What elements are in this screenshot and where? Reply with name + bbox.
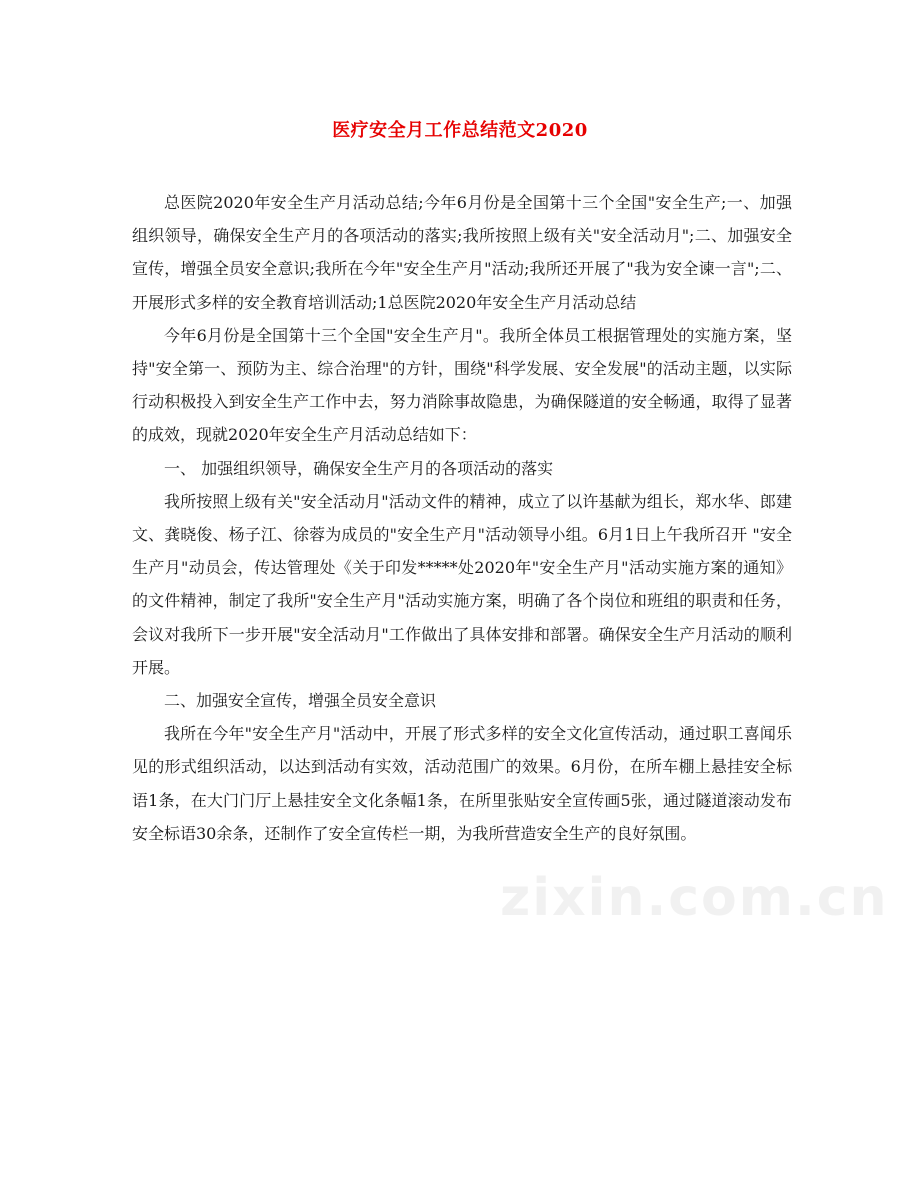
paragraph-section-2: 我所在今年"安全生产月"活动中，开展了形式多样的安全文化宣传活动，通过职工喜闻乐见的形式组织活动，以达到活动有实效，活动范围广的效果。6月份，在所车棚上悬挂安全标语1条，在大门门厅上悬挂安全文化条幅1条，在所里张贴安全宣传画5张，通过隧道滚动发布安全标语30余条，还制作了安全宣传栏一期，为我所营造安全生产的良好氛围。 bbox=[132, 724, 792, 843]
watermark: zixin.com.cn bbox=[500, 868, 889, 928]
section-heading-1: 一、 加强组织领导，确保安全生产月的各项活动的落实 bbox=[164, 458, 554, 478]
section-heading-2: 二、加强安全宣传，增强全员安全意识 bbox=[164, 691, 437, 711]
paragraph-intro: 今年6月份是全国第十三个全国"安全生产月"。我所全体员工根据管理处的实施方案，坚持"安全第一、预防为主、综合治理"的方针，围绕"科学发展、安全发展"的活动主题，以实际行动积极投入到安全生产工作中去，努力消除事故隐患，为确保隧道的安全畅通，取得了显著的成效，现就2020年安全生产月活动总结如下： bbox=[132, 325, 792, 445]
paragraph-section-1: 我所按照上级有关"安全活动月"活动文件的精神，成立了以许基献为组长，郑水华、郎建文、龚晓俊、杨子江、徐蓉为成员的"安全生产月"活动领导小组。6月1日上午我所召开 "安全生产月"动员会，传达管理处《关于印发*****处2020年"安全生产月"活动实施方案的通知》的文件精神，制定了我所"安全生产月"活动实施方案，明确了各个岗位和班组的职责和任务，会议对我所下一步开展"安全活动月"工作做出了具体安排和部署。确保安全生产月活动的顺利开展。 bbox=[132, 491, 792, 677]
document-title: 医疗安全月工作总结范文2020 bbox=[332, 120, 588, 141]
paragraph-summary: 总医院2020年安全生产月活动总结;今年6月份是全国第十三个全国"安全生产;一、加强组织领导，确保安全生产月的各项活动的落实;我所按照上级有关"安全活动月";二、加强安全宣传，增强全员安全意识;我所在今年"安全生产月"活动;我所还开展了"我为安全谏一言";二、开展形式多样的安全教育培训活动;1总医院2020年安全生产月活动总结 bbox=[132, 193, 792, 312]
document-body bbox=[132, 186, 792, 850]
